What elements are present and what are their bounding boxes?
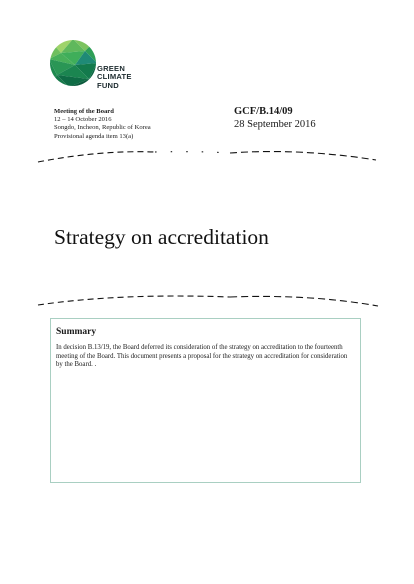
logo-line-climate: CLIMATE <box>97 72 132 82</box>
meeting-location: Songdo, Incheon, Republic of Korea <box>54 124 151 132</box>
summary-box <box>50 318 361 483</box>
bottom-wave-divider <box>0 291 414 311</box>
logo-wordmark <box>97 65 132 90</box>
meeting-dates: 12 – 14 October 2016 <box>54 116 112 124</box>
document-reference <box>234 106 316 131</box>
green-climate-fund-logo-icon <box>49 39 97 87</box>
logo-line-green: GREEN <box>97 64 126 73</box>
document-title: Strategy on accreditation <box>54 225 269 249</box>
meeting-info <box>54 108 151 141</box>
summary-heading: Summary <box>56 327 97 337</box>
document-code: GCF/B.14/09 <box>234 106 293 117</box>
meeting-title: Meeting of the Board <box>54 108 114 115</box>
document-date: 28 September 2016 <box>234 119 316 130</box>
logo-line-fund: FUND <box>97 80 119 90</box>
top-wave-divider <box>0 146 414 166</box>
meeting-agenda-item: Provisional agenda item 13(a) <box>54 132 134 140</box>
summary-body: In decision B.13/19, the Board deferred its consideration of the strategy on accreditation to the fourteenth meeting of the Board. This document presents a proposal for the strategy on accreditation for consideration by the Board. . <box>56 344 348 369</box>
